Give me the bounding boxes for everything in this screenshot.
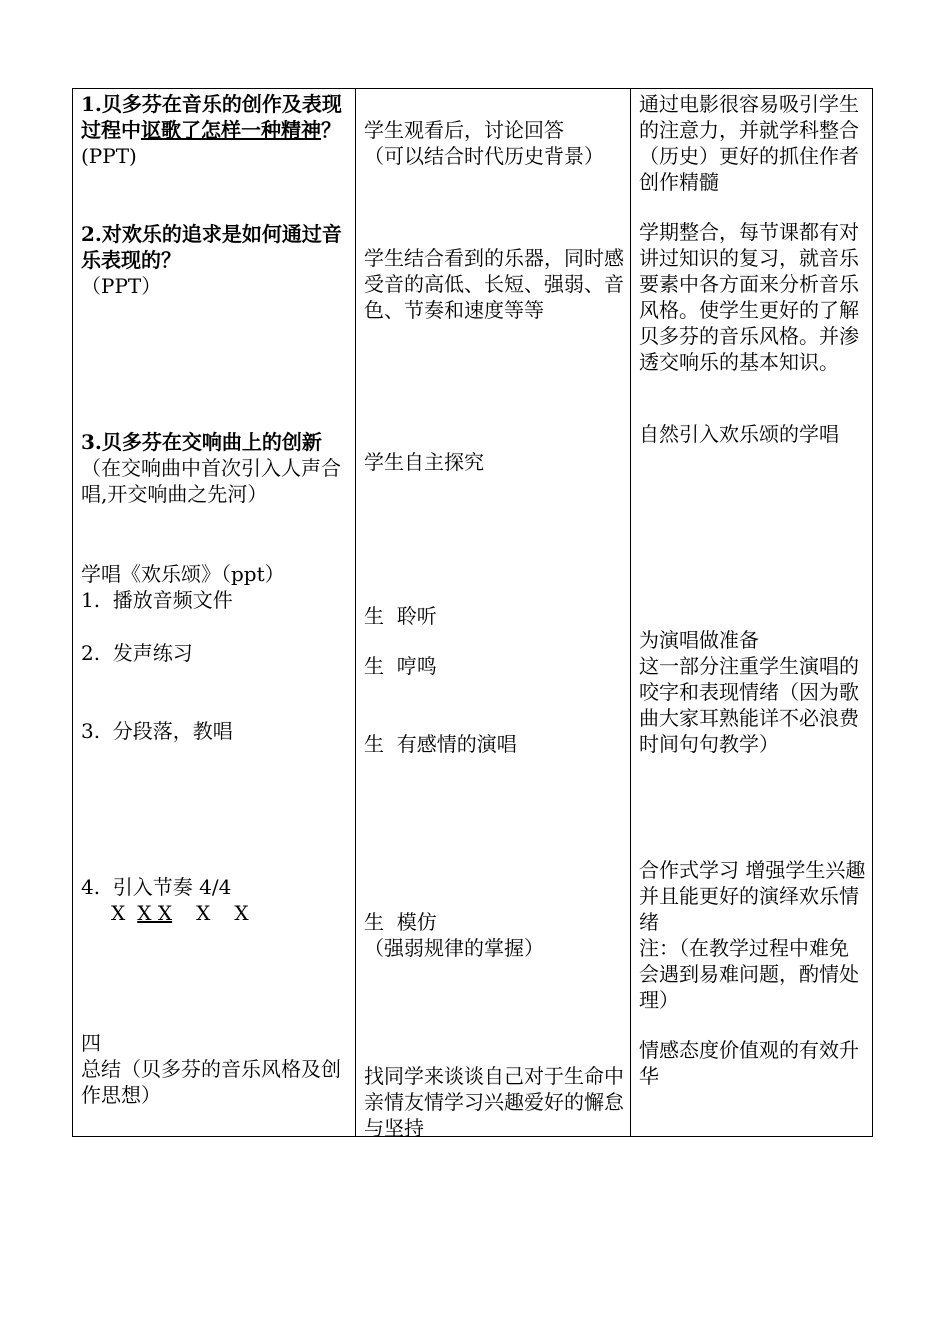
- step-2: 2. 发声练习: [81, 641, 193, 665]
- rhythm-beat: X: [234, 901, 249, 925]
- design-intent-column: [631, 89, 873, 1136]
- step-4: 4. 引入节奏 4/4: [81, 875, 232, 899]
- activity-1b: （可以结合时代历史背景）: [364, 144, 604, 168]
- intent-3: 自然引入欢乐颂的学唱: [639, 422, 839, 446]
- activity-7b: （强弱规律的掌握）: [364, 936, 544, 960]
- activity-3: 学生自主探究: [364, 450, 484, 474]
- step-3: 3. 分段落，教唱: [81, 719, 233, 743]
- step-1: 1. 播放音频文件: [81, 588, 233, 612]
- intent-1: 通过电影很容易吸引学生的注意力，并就学科整合（历史）更好的抓住作者创作精髓: [639, 92, 859, 194]
- question-3-title: 3.贝多芬在交响曲上的创新: [81, 430, 322, 454]
- intent-5a: 合作式学习 增强学生兴趣并且能更好的演绎欢乐情绪: [639, 858, 866, 934]
- question-1: [81, 91, 349, 169]
- activity-5: 生 哼鸣: [364, 654, 437, 678]
- intent-5b: 注：（在教学过程中难免会遇到易难问题，酌情处理）: [639, 936, 859, 1012]
- rhythm-pattern: [81, 900, 349, 926]
- activity-6: 生 有感情的演唱: [364, 732, 517, 756]
- q1-number: 1.: [81, 92, 102, 116]
- rhythm-beat: X: [196, 901, 211, 925]
- learn-song-title: 学唱《欢乐颂》（ppt）: [81, 562, 285, 586]
- q1-ppt-note: (PPT): [81, 144, 137, 168]
- student-activity-column: [356, 89, 630, 1140]
- activity-2: 学生结合看到的乐器，同时感受音的高低、长短、强弱、音色、节奏和速度等等: [364, 246, 624, 322]
- intent-2: 学期整合，每节课都有对讲过知识的复习，就音乐要素中各方面来分析音乐风格。使学生更好的了解贝多芬的音乐风格。并渗透交响乐的基本知识。: [639, 220, 859, 374]
- intent-4a: 为演唱做准备: [639, 628, 759, 652]
- q1-underlined-text: 讴歌了怎样一种精神: [141, 118, 321, 142]
- activity-4: 生 聆听: [364, 604, 437, 628]
- teaching-content-column: [73, 89, 355, 1136]
- section-4-number: 四: [81, 1031, 101, 1055]
- intent-6: 情感态度价值观的有效升华: [639, 1038, 859, 1088]
- q1-question-mark: ？: [321, 118, 341, 142]
- rhythm-beat: X: [111, 901, 126, 925]
- lesson-plan-table: [72, 88, 873, 1140]
- question-2-ppt-note: （PPT）: [81, 274, 162, 298]
- rhythm-beat-pair: X X: [137, 901, 173, 925]
- activity-1a: 学生观看后，讨论回答: [364, 118, 564, 142]
- question-3-note: （在交响曲中首次引入人声合唱,开交响曲之先河）: [81, 456, 341, 506]
- q1-text: 贝多芬在音乐的创作及表现过程中: [81, 92, 342, 142]
- section-4-summary: 总结（贝多芬的音乐风格及创作思想）: [81, 1057, 341, 1107]
- intent-4b: 这一部分注重学生演唱的咬字和表现情绪（因为歌曲大家耳熟能详不必浪费时间句句教学）: [639, 654, 859, 756]
- activity-8: 找同学来谈谈自己对于生命中亲情友情学习兴趣爱好的懈怠与坚持: [364, 1064, 624, 1140]
- activity-7a: 生 模仿: [364, 910, 437, 934]
- question-2-title: 2.对欢乐的追求是如何通过音乐表现的？: [81, 222, 342, 272]
